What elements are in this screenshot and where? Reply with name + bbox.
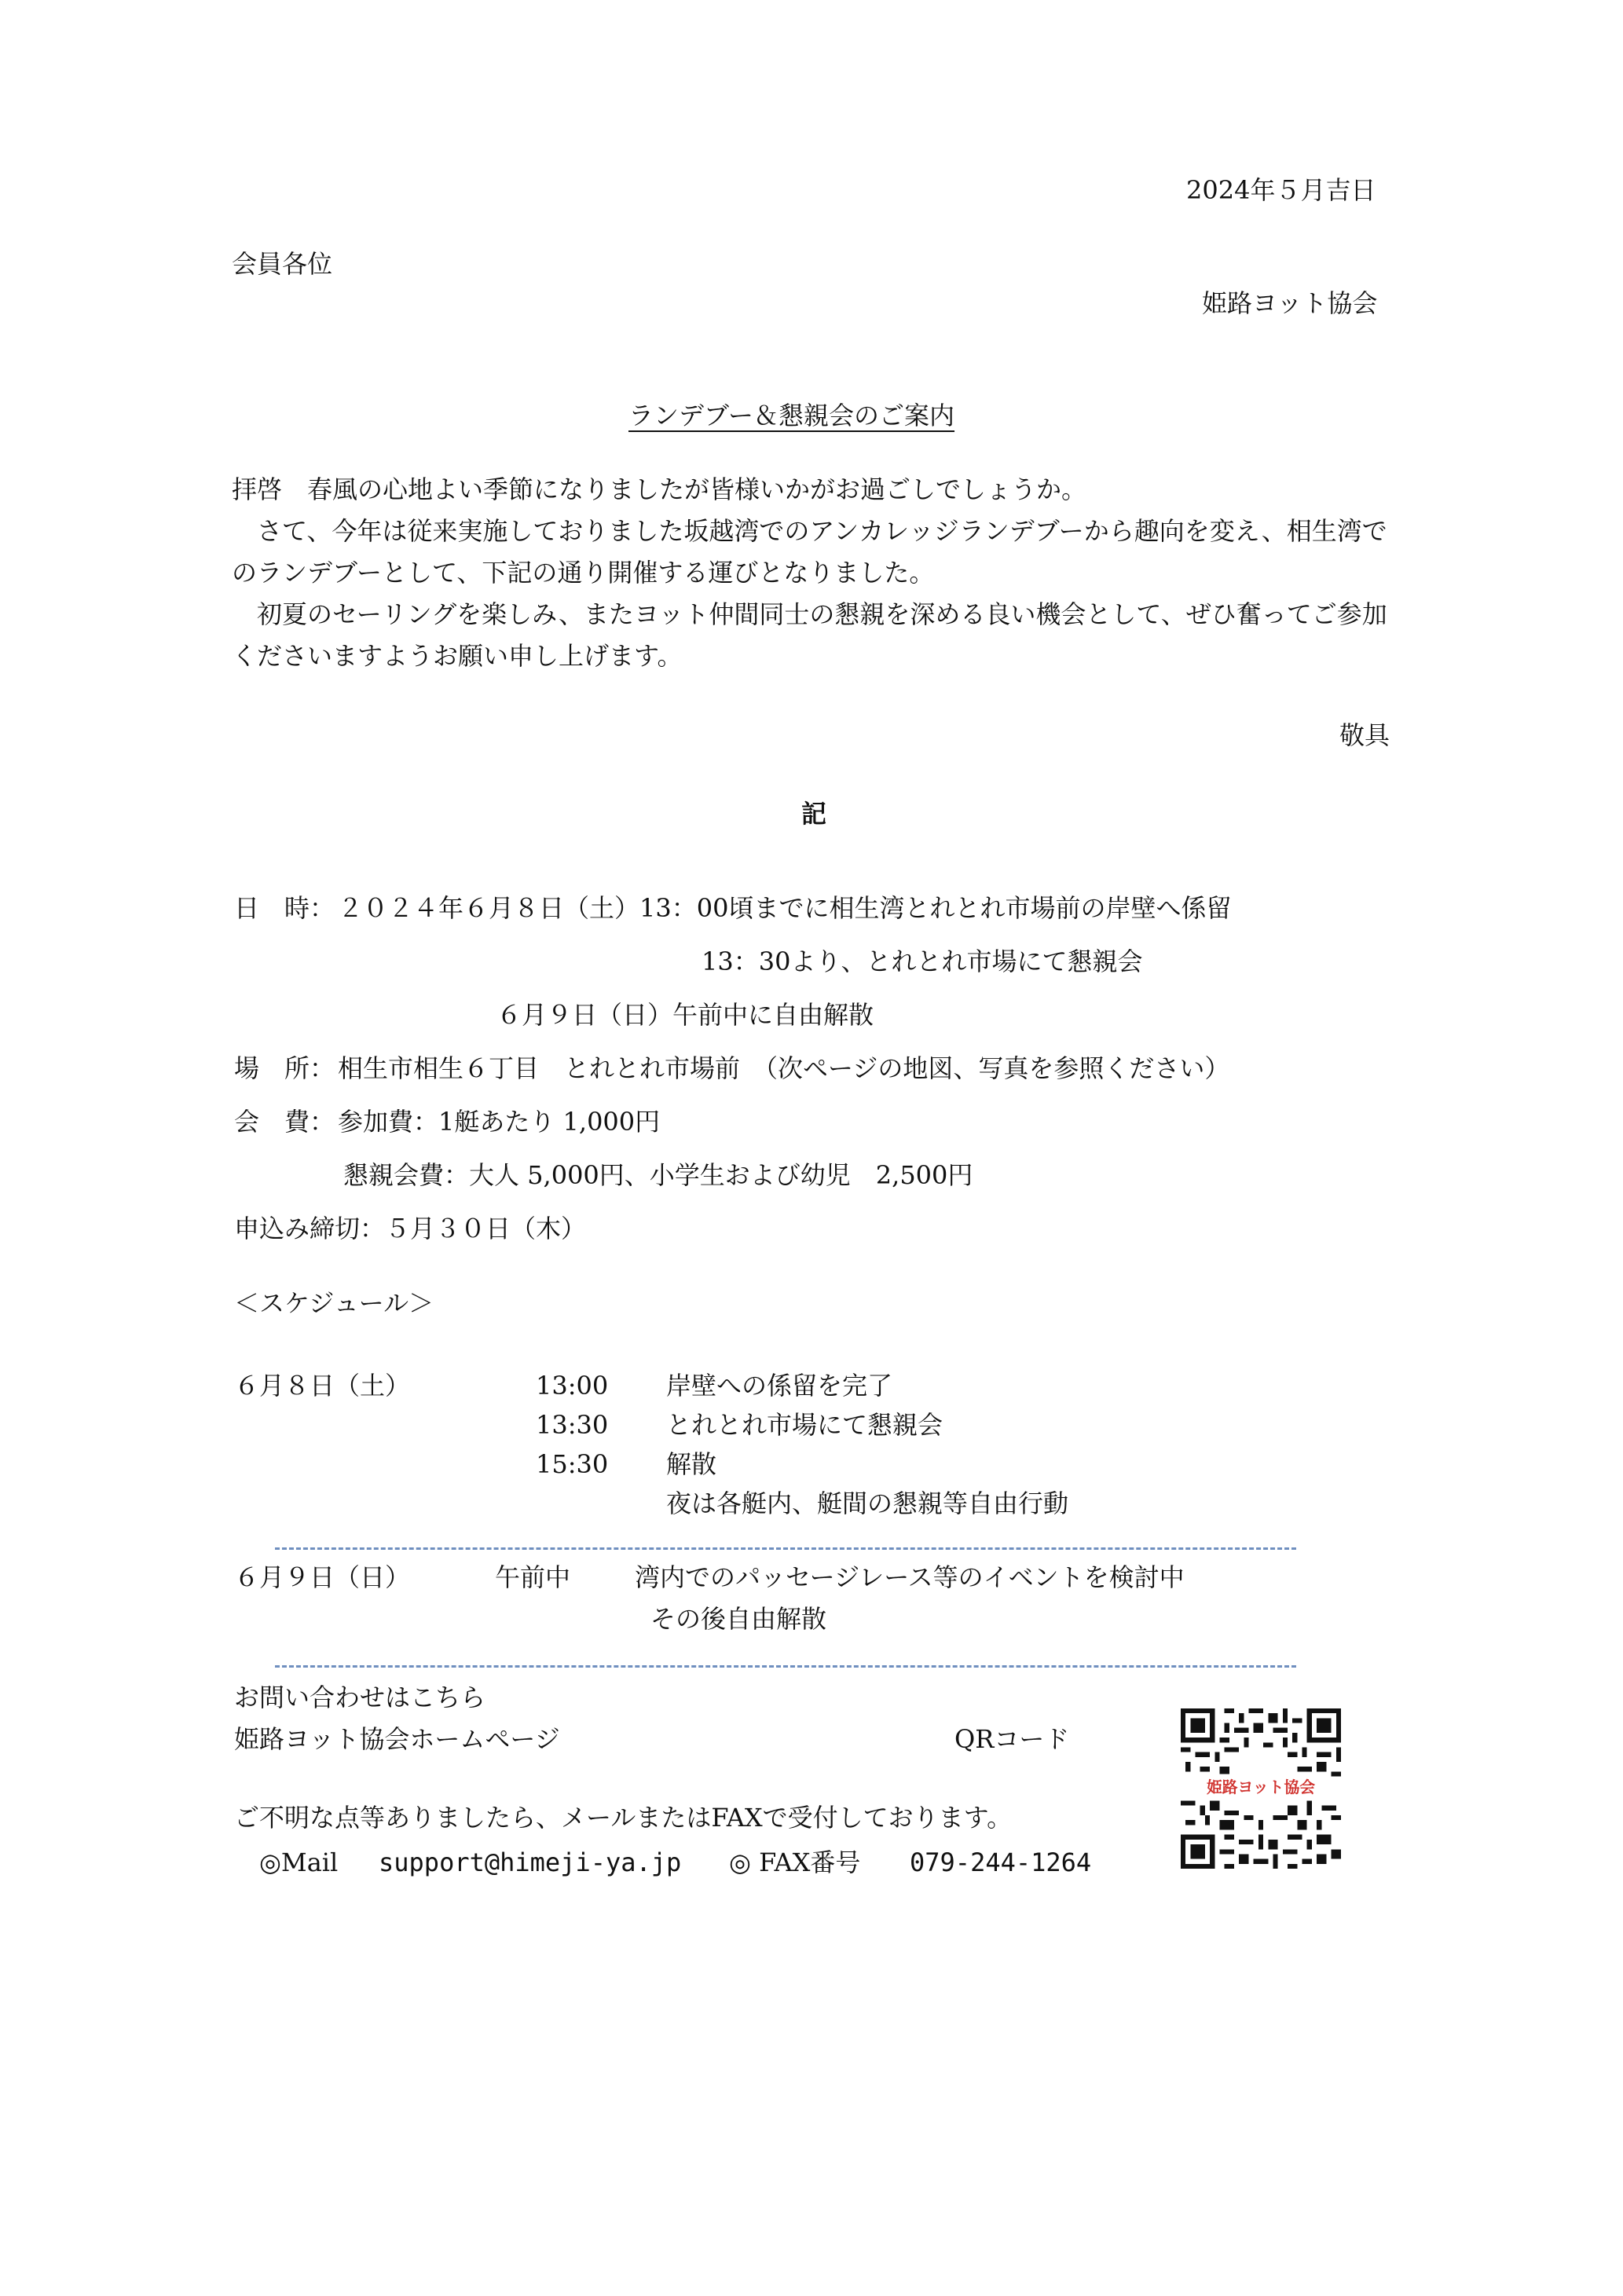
schedule-day1: ６月８日（土） [234,1371,411,1401]
schedule-divider-top [275,1547,1296,1550]
schedule-desc: 解散 [666,1449,717,1479]
qr-overlay-label: 姫路ヨット協会 [1207,1778,1315,1796]
fee-label: 会 費： [234,1107,335,1137]
datetime-dismiss: ６月９日（日）午前中に自由解散 [496,1000,874,1030]
intro-paragraph [232,469,1394,677]
mail-link[interactable]: support@himeji-ya.jp [379,1847,682,1877]
schedule-time: 15:30 [536,1449,609,1479]
schedule-desc: 夜は各艇内、艇間の懇親等自由行動 [666,1489,1069,1518]
addressee: 会員各位 [232,249,333,279]
ki-heading: 記 [801,799,827,829]
schedule-time: 13:00 [536,1371,609,1401]
datetime-label: 日 時： [234,893,335,923]
schedule-day2-desc: 湾内でのパッセージレース等のイベントを検討中 [635,1562,1185,1592]
intro-body-1: さて、今年は従来実施しておりました坂越湾でのアンカレッジランデブーから趣向を変え、相生湾でのランデブーとして、下記の通り開催する運びとなりました。 [232,516,1387,588]
place-label: 場 所： [234,1053,335,1083]
schedule-desc: 岸壁への係留を完了 [666,1371,893,1401]
schedule-day2: ６月９日（日） [234,1562,411,1592]
schedule-divider-bottom [275,1665,1296,1668]
schedule-day2-desc2: その後自由解散 [650,1604,827,1634]
mail-label: ◎Mail [259,1847,339,1877]
qr-code[interactable] [1181,1708,1341,1869]
contact-note: ご不明な点等ありましたら、メールまたはFAXで受付しております。 [234,1803,1013,1833]
fee-value: 参加費：1艇あたり 1,000円 [338,1107,661,1137]
datetime-party: 13：30より、とれとれ市場にて懇親会 [702,947,1143,976]
sender: 姫路ヨット協会 [1202,288,1378,318]
fax-number: 079-244-1264 [910,1847,1092,1877]
schedule-desc: とれとれ市場にて懇親会 [666,1410,943,1440]
homepage-text: 姫路ヨット協会ホームページ [234,1724,560,1754]
closing-keigu: 敬具 [1339,720,1390,750]
fee-party: 懇親会費：大人 5,000円、小学生および幼児 2,500円 [343,1160,973,1190]
application-deadline: 申込み締切：５月３０日（木） [234,1214,587,1243]
qr-label: QRコード [954,1724,1070,1754]
schedule-time: 13:30 [536,1410,609,1440]
schedule-heading: ＜スケジュール＞ [234,1288,434,1318]
schedule-day2-time: 午前中 [495,1562,571,1592]
intro-greeting: 拝啓 春風の心地よい季節になりましたが皆様いかがお過ごしでしょうか。 [232,474,1087,504]
document-date: 2024年５月吉日 [1186,175,1376,205]
document-title: ランデブー＆懇親会のご案内 [628,401,955,430]
fax-label: ◎ FAX番号 [729,1847,861,1877]
inquiry-text: お問い合わせはこちら [234,1683,486,1712]
place-value: 相生市相生６丁目 とれとれ市場前 （次ページの地図、写真を参照ください） [338,1053,1230,1083]
datetime-value: ２０２４年６月８日（土）13：00頃までに相生湾とれとれ市場前の岸壁へ係留 [338,893,1232,923]
intro-body-2: 初夏のセーリングを楽しみ、またヨット仲間同士の懇親を深める良い機会として、ぜひ奮ってご参加くださいますようお願い申し上げます。 [232,599,1387,671]
